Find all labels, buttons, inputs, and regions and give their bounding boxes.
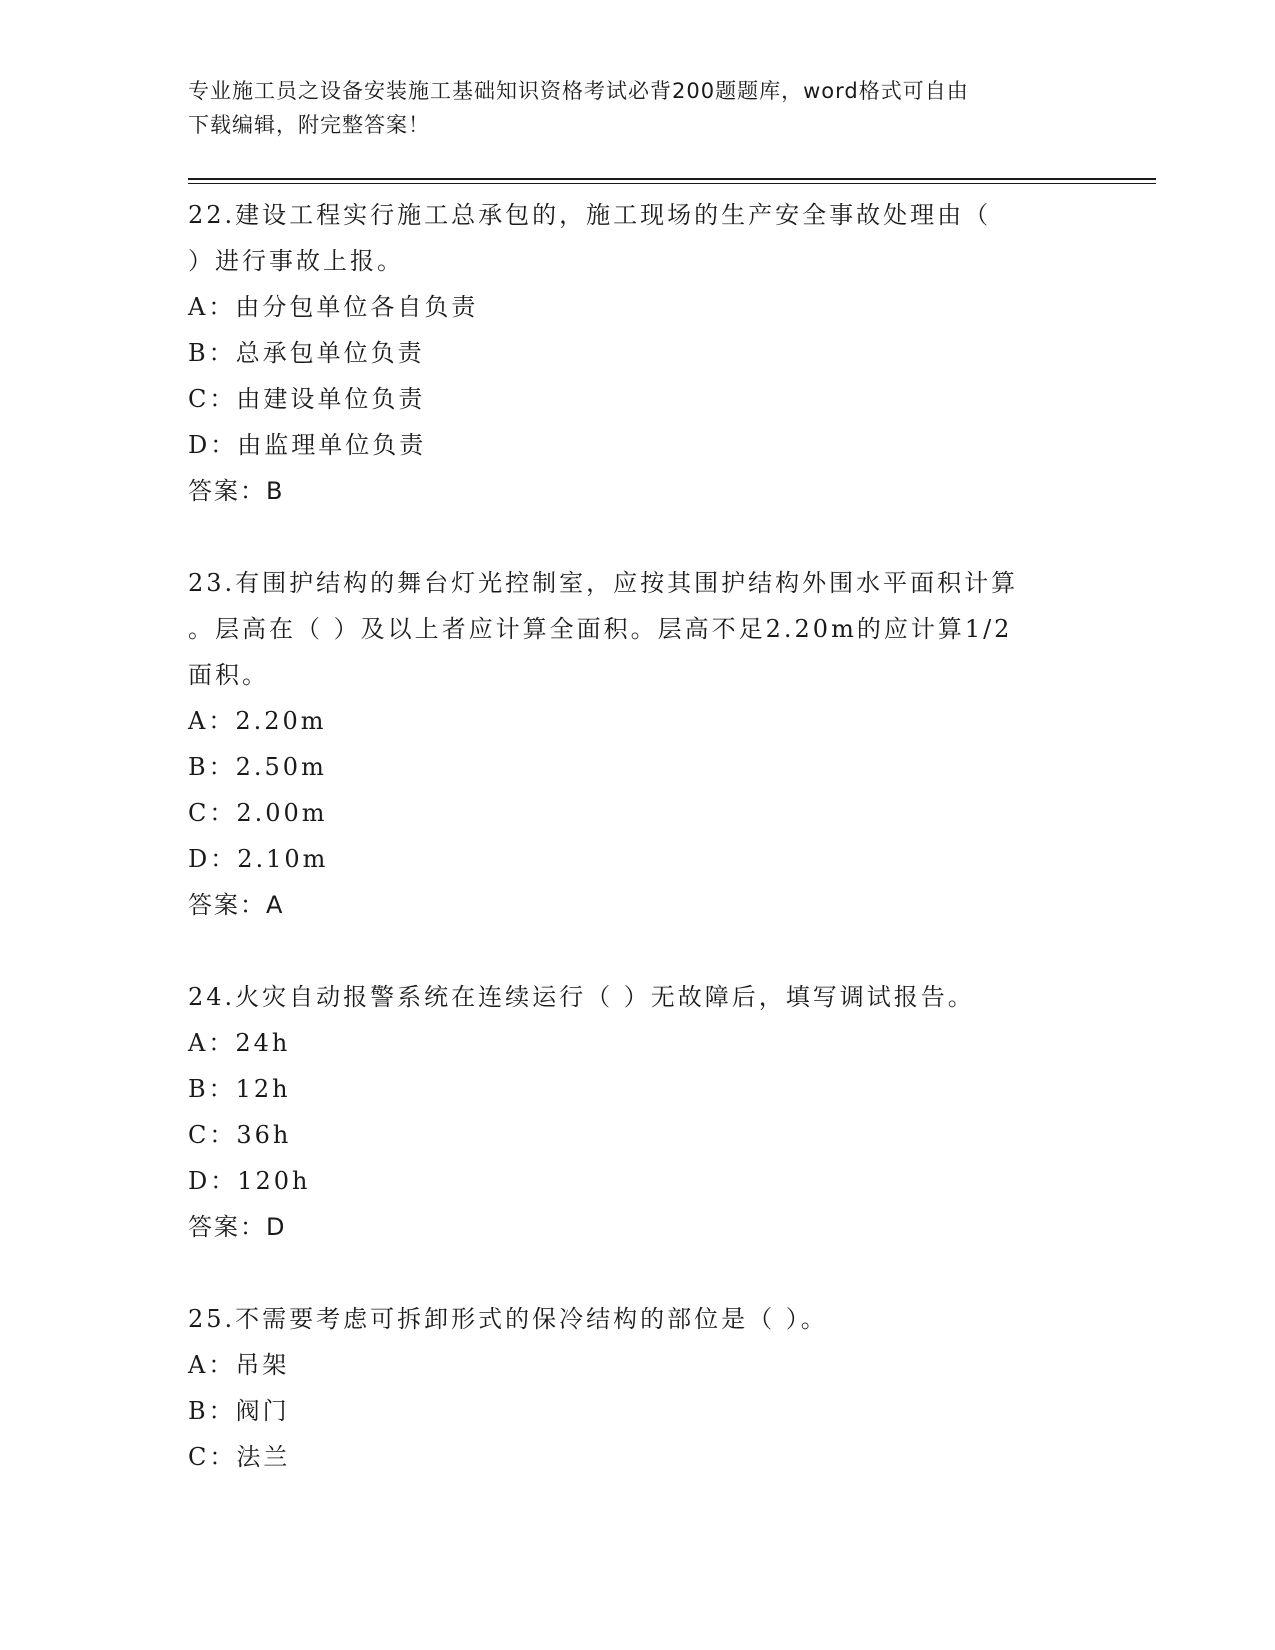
option-c: C：法兰 [188, 1443, 291, 1471]
question-stem-line: ）进行事故上报。 [188, 247, 404, 275]
header-line-2: 下载编辑，附完整答案！ [188, 113, 430, 137]
question-block [188, 192, 1088, 514]
option-c: C：2.00m [188, 799, 328, 827]
spacer [188, 514, 1088, 560]
option-b: B：总承包单位负责 [188, 339, 425, 367]
option-d: D：2.10m [188, 845, 329, 873]
question-stem-line: 24.火灾自动报警系统在连续运行（ ）无故障后，填写调试报告。 [188, 983, 975, 1011]
option-d: D：由监理单位负责 [188, 431, 427, 459]
answer-line: 答案：B [188, 477, 285, 505]
option-b: B：阀门 [188, 1397, 290, 1425]
question-block [188, 1296, 1088, 1480]
answer-line: 答案：D [188, 1213, 287, 1241]
spacer [188, 928, 1088, 974]
option-b: B：2.50m [188, 753, 327, 781]
option-d: D：120h [188, 1167, 311, 1195]
question-stem-line: 。层高在（ ）及以上者应计算全面积。层高不足2.20m的应计算1/2 [188, 615, 1013, 643]
answer-line: 答案：A [188, 891, 285, 919]
option-a: A：由分包单位各自负责 [188, 293, 479, 321]
question-stem-line: 23.有围护结构的舞台灯光控制室，应按其围护结构外围水平面积计算 [188, 569, 1019, 597]
option-b: B：12h [188, 1075, 291, 1103]
question-stem-line: 面积。 [188, 661, 269, 689]
option-a: A：24h [188, 1029, 291, 1057]
question-list [188, 192, 1088, 1480]
option-c: C：由建设单位负责 [188, 385, 426, 413]
question-block [188, 974, 1088, 1250]
option-c: C：36h [188, 1121, 292, 1149]
header-line-1: 专业施工员之设备安装施工基础知识资格考试必背200题题库，word格式可自由 [188, 79, 969, 103]
header-divider-thin [188, 183, 1156, 184]
question-stem-line: 25.不需要考虑可拆卸形式的保冷结构的部位是（ ）。 [188, 1305, 828, 1333]
option-a: A：2.20m [188, 707, 327, 735]
header-divider-thick [188, 178, 1156, 180]
question-stem-line: 22.建设工程实行施工总承包的，施工现场的生产安全事故处理由（ [188, 201, 992, 229]
document-header [188, 74, 1088, 142]
option-a: A：吊架 [188, 1351, 290, 1379]
spacer [188, 1250, 1088, 1296]
question-block [188, 560, 1088, 928]
